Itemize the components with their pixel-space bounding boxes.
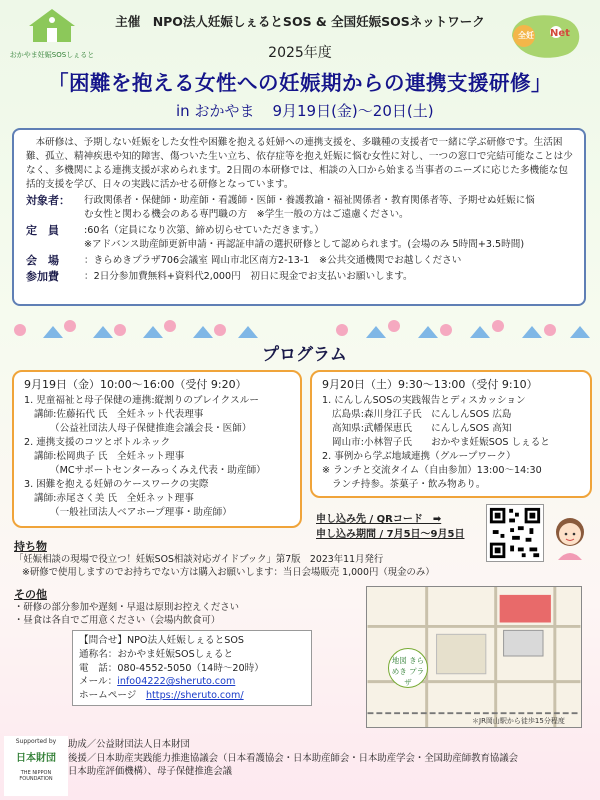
contact-phone: 電 話：080-4552-5050（14時～20時）	[79, 662, 264, 674]
day1-box	[12, 370, 302, 528]
day2-item: 高知県:武幡保恵氏 にんしんSOS 高知	[332, 423, 512, 434]
capacity-value	[84, 224, 574, 252]
day1-item: （一般社団法人ベアホープ理事・助産師）	[50, 507, 232, 518]
day1-item: 講師:佐藤拓代 氏 全妊ネット代表理事	[34, 409, 204, 420]
fee-value: ：2日分参加費無料+資料代2,000円 初日に現金でお支払いお願いします。	[84, 271, 413, 282]
day1-item: 2. 連携支援のコツとボトルネック	[24, 437, 171, 448]
day2-item: 1. にんしんSOSの実践報告とディスカッション	[322, 395, 526, 406]
fee-row	[26, 270, 574, 284]
subtitle-place: in おかやま	[176, 102, 255, 120]
logo-left	[8, 6, 96, 62]
application-info	[316, 512, 464, 542]
supported-by-text: Supported by	[15, 738, 57, 745]
contact-mail-row	[79, 675, 305, 689]
mail-link[interactable]: info04222@sheruto.com	[117, 676, 236, 688]
footer-credits	[68, 738, 598, 779]
bring-line: ※研修で使用しますのでお持ちでない方は購入お願いします：当日会場販売 1,000円（現金のみ）	[22, 567, 435, 578]
contact-alias: 通称名：おかやま妊娠SOSしぇると	[79, 648, 234, 660]
day1-item: 3. 困難を抱える妊婦のケースワークの実際	[24, 479, 209, 490]
qr-code-icon[interactable]	[486, 504, 544, 562]
day2-item: 広島県:森川身江子氏 にんしんSOS 広島	[332, 409, 512, 420]
venue-row	[26, 254, 574, 268]
apply-period-line: 申し込み期間 / 7月5日～9月5日	[316, 529, 465, 540]
program-title: プログラム	[262, 345, 347, 365]
nippon-foundation-logo	[4, 736, 68, 796]
support-line: 後援／日本助産実践能力推進協議会（日本看護協会・日本助産師会・日本助産学会・全国助産師教育協議会	[68, 752, 519, 764]
web-link[interactable]: https://sheruto.com/	[145, 690, 244, 702]
day2-item: ランチ持参。茶菓子・飲み物あり。	[332, 479, 486, 490]
target-label: 対象者：	[26, 194, 70, 207]
nippon-text: 日本財団	[16, 753, 56, 764]
bring-items	[14, 540, 484, 579]
logo-right-text: Net	[550, 28, 570, 39]
day2-heading: 9月20日（土）9:30～13:00（受付 9:10）	[322, 378, 538, 391]
logo-right	[498, 6, 590, 62]
day1-item: 講師:松岡典子 氏 全妊ネット理事	[34, 451, 185, 462]
target-line1: 行政関係者・保健師・助産師・看護師・医師・養護教諭・福祉関係者・教育関係者等、予期せぬ妊娠に悩	[84, 195, 535, 206]
target-row	[26, 194, 574, 222]
subtitle-dates: 9月19日(金)～20日(土)	[272, 102, 434, 120]
day2-box	[310, 370, 592, 498]
capacity-line2: ※アドバンス助産師更新申請・再認証申請の選択研修として認められます。(会場のみ 5時間+3.5時間)	[84, 239, 525, 250]
girl-illustration-icon	[548, 512, 592, 560]
day1-item: 講師:赤尾さく美 氏 全妊ネット理事	[34, 493, 194, 504]
capacity-row	[26, 224, 574, 252]
day2-item: ※ ランチと交流タイム（自由参加）13:00～14:30	[322, 465, 542, 476]
bring-heading: 持ち物	[14, 540, 47, 553]
contact-web-row	[79, 689, 305, 703]
capacity-label: 定 員	[26, 224, 59, 237]
target-line2: む女性と関わる機会のある専門職の方 ※学生一般の方はご遠慮ください。	[84, 209, 409, 220]
mail-label: メール：	[79, 676, 118, 688]
day1-item: （MCサポートセンターみっくみえ代表・助産師）	[50, 465, 266, 476]
flower-decoration-icon	[8, 312, 258, 342]
info-box	[12, 128, 586, 306]
map-note: ＊JR岡山駅から徒歩15分程度	[472, 717, 565, 725]
day2-item: 岡山市:小林智子氏 おかやま妊娠SOS しぇると	[332, 437, 550, 448]
intro-text: 本研修は、予期しない妊娠をした女性や困難を抱える妊婦への連携支援を、多職種の支援者で一緒に学ぶ研修です。生活困難、孤立、精神疾患や知的障害、傷ついた生い立ち、依存症等を抱え妊娠に悩む女性に対し、一つの窓口で完結可能なことは少なく、多機関による連携支援が求められます。2日間の本研修では、相談の入口から始まる当事者のニーズに応じた多機能な包括的支援を学び、日々の実践に活かせる研修となっています。	[26, 137, 573, 190]
other-line: ・昼食は各自でご用意ください（会場内飲食可）	[14, 615, 221, 626]
support-line-2: 日本助産評価機構）、母子保健推進会議	[68, 766, 233, 777]
day1-heading: 9月19日（金）10:00～16:00（受付 9:20）	[24, 378, 247, 391]
fiscal-year: 2025年度	[268, 45, 332, 61]
organizer-line: 主催 NPO法人妊娠しぇるとSOS & 全国妊娠SOSネットワーク	[115, 14, 485, 29]
venue-label: 会 場	[26, 254, 59, 267]
contact-box	[72, 630, 312, 706]
logo-right-char: 全妊	[518, 31, 534, 40]
zennin-net-logo-icon	[498, 6, 590, 62]
flower-decoration-right-icon	[330, 312, 592, 342]
contact-org: 【問合せ】NPO法人妊娠しぇるとSOS	[79, 635, 244, 646]
grant-line: 助成／公益財団法人日本財団	[68, 739, 190, 750]
other-notes	[14, 588, 354, 627]
other-line: ・研修の部分参加や遅刻・早退は原則お控えください	[14, 602, 240, 613]
web-label: ホームページ	[79, 690, 146, 702]
subtitle	[176, 100, 434, 121]
capacity-line1: :60名（定員になり次第、締め切らせていただきます。）	[84, 225, 324, 236]
other-heading: その他	[14, 588, 47, 601]
foundation-text: THE NIPPON FOUNDATION	[19, 770, 53, 782]
bring-line: 「妊娠相談の現場で役立つ！妊娠SOS相談対応ガイドブック」第7版 2023年11月発行	[14, 554, 384, 565]
day1-item: 1. 児童福祉と母子保健の連携:縦割りのブレイクスルー	[24, 395, 259, 406]
house-logo-icon	[25, 6, 79, 46]
venue-value: ：きらめきプラザ706会議室 岡山市北区南方2-13-1 ※公共交通機関でお越しください	[84, 255, 462, 266]
target-value	[84, 194, 574, 222]
apply-qr-line: 申し込み先 / QRコード ➡	[316, 514, 442, 525]
page-title: 「困難を抱える女性への妊娠期からの連携支援研修」	[48, 71, 552, 95]
map-marker-label: 地図 きらめき プラザ	[388, 648, 428, 688]
day2-item: 2. 事例から学ぶ地域連携（グループワーク）	[322, 451, 516, 462]
day1-item: （公益社団法人母子保健推進会議会長・医師）	[50, 423, 252, 434]
logo-left-caption: おかやま妊娠SOSしぇると	[9, 51, 95, 59]
fee-label: 参加費	[26, 270, 59, 283]
